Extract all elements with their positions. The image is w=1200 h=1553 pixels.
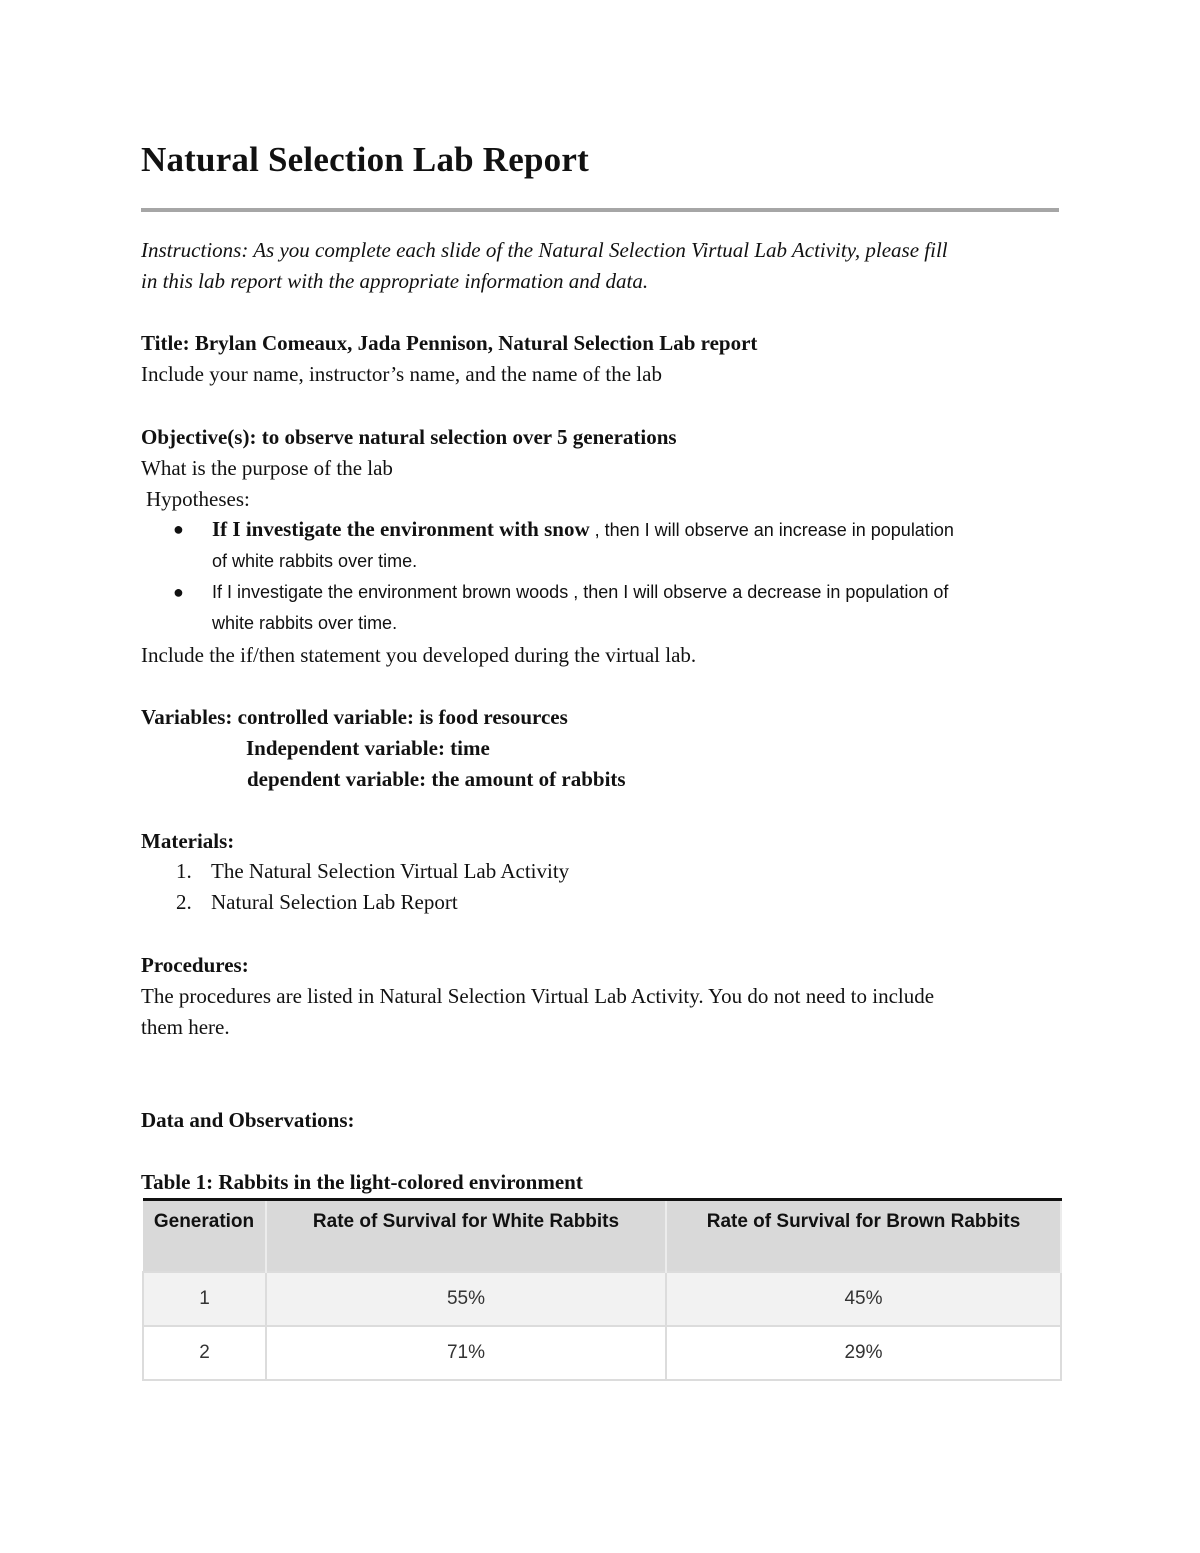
materials-list — [141, 856, 569, 918]
table-cell: 1 — [143, 1272, 266, 1326]
hypotheses-help-text: Include the if/then statement you developed during the virtual lab. — [141, 643, 697, 667]
bullet-icon: ● — [173, 519, 184, 539]
hypothesis-lead: If I investigate the environment with snow — [212, 517, 590, 541]
procedures-line-2: them here. — [141, 1015, 230, 1039]
materials-item: 2. Natural Selection Lab Report — [176, 890, 458, 914]
procedures-line-1: The procedures are listed in Natural Selection Virtual Lab Activity. You do not need to include — [141, 984, 935, 1008]
instructions-line-1: Instructions: As you complete each slide of the Natural Selection Virtual Lab Activity, please fill — [141, 238, 948, 262]
page-title: Natural Selection Lab Report — [141, 140, 589, 179]
hypothesis-text-line-2: white rabbits over time. — [212, 613, 398, 633]
title-help-text: Include your name, instructor’s name, and the name of the lab — [141, 362, 662, 386]
table-cell: 71% — [266, 1326, 666, 1380]
data-observations-label: Data and Observations: — [141, 1108, 355, 1132]
hypothesis-item — [141, 514, 1062, 577]
hypotheses-label: Hypotheses: — [146, 487, 250, 511]
table-header-cell: Rate of Survival for Brown Rabbits — [666, 1200, 1061, 1272]
hypothesis-text: , then I will observe an increase in population — [589, 520, 954, 540]
hypothesis-text-line-2: of white rabbits over time. — [212, 551, 418, 571]
table-header-cell: Rate of Survival for White Rabbits — [266, 1200, 666, 1272]
table-row — [143, 1326, 1061, 1380]
variables-line-2: Independent variable: time — [246, 736, 490, 760]
variables-line-3: dependent variable: the amount of rabbits — [247, 767, 626, 791]
survival-table — [142, 1198, 1062, 1381]
procedures-label: Procedures: — [141, 953, 249, 977]
hypotheses-list — [141, 514, 1062, 639]
bullet-icon: ● — [173, 582, 184, 602]
objective-field: Objective(s): to observe natural selection over 5 generations — [141, 425, 677, 449]
table-cell: 29% — [666, 1326, 1061, 1380]
table-cell: 2 — [143, 1326, 266, 1380]
materials-item: 1. The Natural Selection Virtual Lab Activity — [176, 859, 570, 883]
table-caption: Table 1: Rabbits in the light-colored environment — [141, 1170, 583, 1194]
title-divider — [141, 208, 1059, 212]
materials-label: Materials: — [141, 829, 235, 853]
hypothesis-text: If I investigate the environment brown woods , then I will observe a decrease in population of — [212, 582, 949, 602]
variables-line-1: Variables: controlled variable: is food resources — [141, 705, 568, 729]
table-row — [143, 1272, 1061, 1326]
instructions-line-2: in this lab report with the appropriate information and data. — [141, 269, 649, 293]
table-cell: 55% — [266, 1272, 666, 1326]
title-field: Title: Brylan Comeaux, Jada Pennison, Natural Selection Lab report — [141, 331, 758, 355]
materials-item-text: Natural Selection Lab Report — [211, 890, 458, 914]
table-header-row — [143, 1200, 1061, 1272]
table-cell: 45% — [666, 1272, 1061, 1326]
materials-item-text: The Natural Selection Virtual Lab Activity — [211, 859, 570, 883]
hypothesis-item — [141, 577, 1062, 639]
objective-help-text: What is the purpose of the lab — [141, 456, 393, 480]
table-header-cell: Generation — [143, 1200, 266, 1272]
